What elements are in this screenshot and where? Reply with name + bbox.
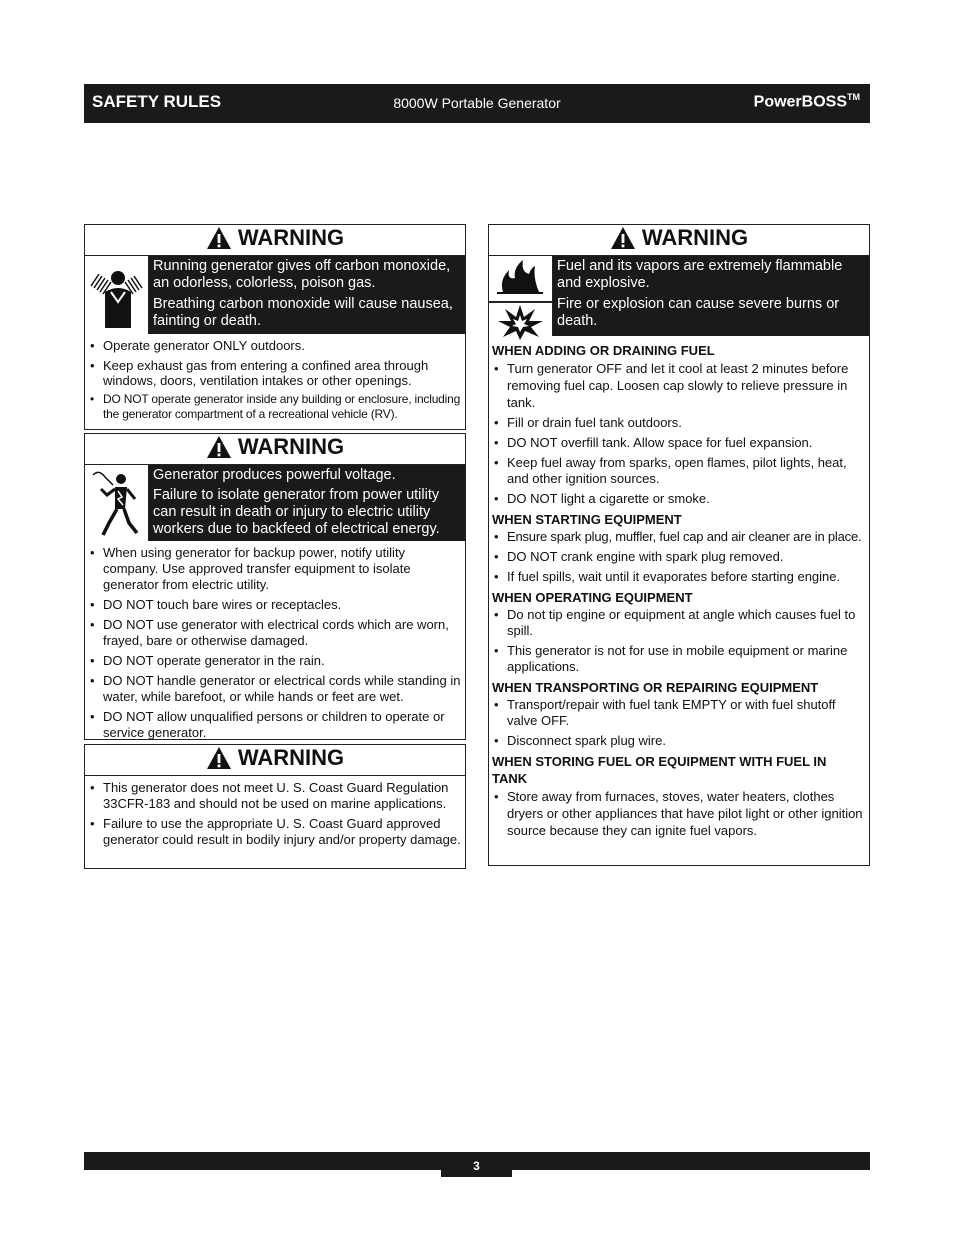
hazard-band bbox=[85, 256, 465, 334]
list-item: • When using generator for backup power, notify utility company. Use approved transfer equipment to isolate generator from electric utility. bbox=[85, 545, 461, 593]
instruction-list bbox=[85, 338, 461, 422]
carbon-monoxide-icon bbox=[85, 256, 148, 334]
hazard-text: Running generator gives off carbon monoxide, an odorless, colorless, poison gas. bbox=[153, 258, 451, 291]
instruction-list bbox=[85, 780, 461, 848]
hazard-text: Breathing carbon monoxide will cause nausea, fainting or death. bbox=[153, 296, 453, 329]
section-heading: WHEN OPERATING EQUIPMENT bbox=[492, 590, 693, 605]
section-heading: WHEN STARTING EQUIPMENT bbox=[492, 512, 682, 527]
warning-triangle-icon bbox=[206, 226, 232, 250]
warning-triangle-icon bbox=[206, 746, 232, 770]
list-item: • Disconnect spark plug wire. bbox=[489, 733, 865, 749]
section-title: SAFETY RULES bbox=[92, 92, 222, 111]
warning-box-marine bbox=[84, 744, 466, 869]
list-item: • Transport/repair with fuel tank EMPTY or with fuel shutoff valve OFF. bbox=[489, 697, 865, 729]
list-item: • DO NOT crank engine with spark plug removed. bbox=[489, 549, 865, 565]
list-item: • Keep fuel away from sparks, open flames, pilot lights, heat, and other ignition sources. bbox=[489, 455, 865, 487]
warning-heading bbox=[85, 225, 465, 256]
instruction-list bbox=[489, 360, 865, 507]
list-item: • Turn generator OFF and let it cool at least 2 minutes before removing fuel cap. Loosen cap slowly to relieve pressure in tank. bbox=[489, 360, 865, 411]
hazard-band bbox=[85, 465, 465, 541]
brand-trademark: TM bbox=[847, 92, 860, 102]
page-number: 3 bbox=[441, 1152, 512, 1177]
warning-triangle-icon bbox=[206, 435, 232, 459]
product-subtitle: 8000W Portable Generator bbox=[393, 95, 561, 111]
list-item: • DO NOT allow unqualified persons or children to operate or service generator. bbox=[85, 709, 461, 741]
instruction-list bbox=[489, 529, 865, 585]
hazard-text: Failure to isolate generator from power utility can result in death or injury to electric utility workers due to backfeed of electrical energy. bbox=[153, 487, 440, 537]
list-item: • DO NOT use generator with electrical cords which are worn, frayed, bare or otherwise damaged. bbox=[85, 617, 461, 649]
list-item: • Ensure spark plug, muffler, fuel cap and air cleaner are in place. bbox=[489, 529, 865, 545]
list-item: • This generator does not meet U. S. Coast Guard Regulation 33CFR-183 and should not be used on marine applications. bbox=[85, 780, 461, 812]
hazard-text: Generator produces powerful voltage. bbox=[153, 467, 396, 483]
warning-heading-text: WARNING bbox=[237, 225, 345, 250]
instruction-list bbox=[489, 697, 865, 749]
list-item: • This generator is not for use in mobile equipment or marine applications. bbox=[489, 643, 865, 675]
list-item: • DO NOT touch bare wires or receptacles. bbox=[85, 597, 461, 613]
electric-shock-icon bbox=[85, 465, 148, 541]
instruction-list bbox=[85, 545, 461, 741]
hazard-text: Fire or explosion can cause severe burns or death. bbox=[557, 296, 840, 329]
hazard-text: Fuel and its vapors are extremely flammable and explosive. bbox=[557, 258, 843, 291]
warning-box-fuel bbox=[488, 224, 870, 866]
section-heading: WHEN ADDING OR DRAINING FUEL bbox=[492, 343, 715, 358]
warning-heading-text: WARNING bbox=[237, 745, 345, 770]
list-item: • DO NOT handle generator or electrical cords while standing in water, while barefoot, or while hands or feet are wet. bbox=[85, 673, 461, 705]
list-item: • DO NOT overfill tank. Allow space for fuel expansion. bbox=[489, 435, 865, 451]
brand-logo bbox=[754, 92, 860, 111]
list-item: • Operate generator ONLY outdoors. bbox=[85, 338, 461, 354]
warning-heading-text: WARNING bbox=[641, 225, 749, 250]
list-item: • Do not tip engine or equipment at angle which causes fuel to spill. bbox=[489, 607, 865, 639]
hazard-icon-cell bbox=[85, 465, 149, 541]
hazard-band bbox=[489, 256, 869, 336]
hazard-icon-cell bbox=[489, 256, 553, 336]
hazard-icon-cell bbox=[85, 256, 149, 334]
list-item: • DO NOT operate generator inside any building or enclosure, including the generator compartment of a recreational vehicle (RV). bbox=[85, 392, 461, 422]
list-item: • Store away from furnaces, stoves, water heaters, clothes dryers or other appliances that have pilot light or other ignition source because they can ignite fuel vapors. bbox=[489, 788, 865, 839]
list-item: • Keep exhaust gas from entering a confined area through windows, doors, ventilation intakes or other openings. bbox=[85, 358, 461, 388]
fire-icon bbox=[489, 256, 552, 296]
list-item: • If fuel spills, wait until it evaporates before starting engine. bbox=[489, 569, 865, 585]
explosion-icon bbox=[489, 303, 552, 341]
instruction-list bbox=[489, 607, 865, 675]
warning-heading-text: WARNING bbox=[237, 434, 345, 459]
section-heading: WHEN STORING FUEL OR EQUIPMENT WITH FUEL IN TANK bbox=[492, 754, 827, 786]
instruction-list bbox=[489, 788, 865, 839]
warning-heading bbox=[85, 745, 465, 776]
warning-heading bbox=[489, 225, 869, 256]
list-item: • Failure to use the appropriate U. S. Coast Guard approved generator could result in bodily injury and/or property damage. bbox=[85, 816, 461, 848]
warning-box-electrical bbox=[84, 433, 466, 740]
warning-box-carbon-monoxide bbox=[84, 224, 466, 430]
section-heading: WHEN TRANSPORTING OR REPAIRING EQUIPMENT bbox=[492, 680, 819, 695]
warning-heading bbox=[85, 434, 465, 465]
list-item: • DO NOT light a cigarette or smoke. bbox=[489, 491, 865, 507]
list-item: • DO NOT operate generator in the rain. bbox=[85, 653, 461, 669]
list-item: • Fill or drain fuel tank outdoors. bbox=[489, 415, 865, 431]
page-header bbox=[84, 84, 870, 123]
brand-name: PowerBOSS bbox=[753, 93, 847, 111]
warning-triangle-icon bbox=[610, 226, 636, 250]
